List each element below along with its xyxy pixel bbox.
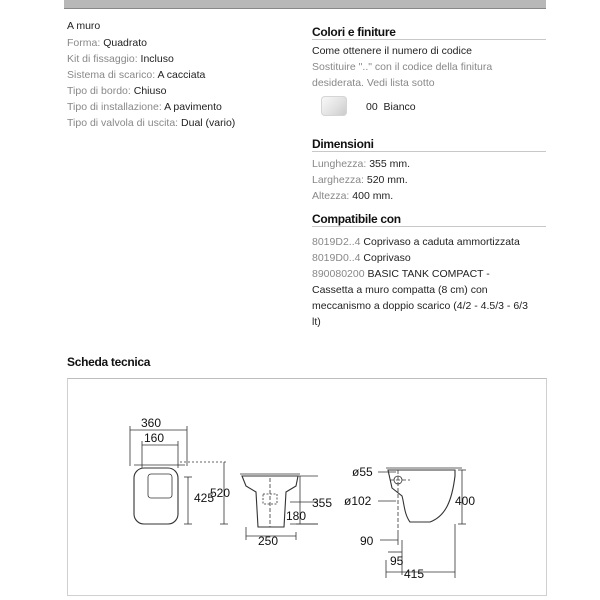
colors-line-2: Sostituire ".." con il codice della finitura — [312, 61, 493, 73]
compatible-item-3-line-2: Cassetta a muro compatta (8 cm) con — [312, 284, 488, 296]
spec-shape: Forma: Quadrato — [67, 37, 147, 49]
compatible-heading: Compatibile con — [312, 212, 401, 226]
dim-400: 400 — [455, 494, 476, 508]
front-view-drawing — [240, 474, 318, 540]
dimensions-heading: Dimensioni — [312, 137, 374, 151]
colors-heading: Colori e finiture — [312, 25, 396, 39]
compatible-item-2[interactable]: 8019D0..4 Coprivaso — [312, 252, 411, 264]
finish-label[interactable]: 00 Bianco — [366, 101, 416, 113]
spec-valve-type: Tipo di valvola di uscita: Dual (vario) — [67, 117, 236, 129]
dim-520: 520 — [210, 486, 231, 500]
spec-mounting: A muro — [67, 20, 101, 32]
dim-160: 160 — [144, 431, 165, 445]
dim-355: 355 — [312, 496, 333, 510]
dim-180: 180 — [286, 509, 307, 523]
dimension-length: Lunghezza: 355 mm. — [312, 158, 411, 170]
compatible-item-3-line-4: lt) — [312, 316, 321, 328]
dim-90: 90 — [360, 534, 374, 548]
colors-line-1: Come ottenere il numero di codice — [312, 45, 472, 57]
dim-d55: ø55 — [352, 465, 373, 479]
dim-415: 415 — [404, 567, 425, 581]
dim-250: 250 — [258, 534, 279, 548]
dim-360: 360 — [141, 416, 162, 430]
colors-line-3: desiderata. Vedi lista sotto — [312, 77, 435, 89]
spec-rim-type: Tipo di bordo: Chiuso — [67, 85, 167, 97]
spec-installation-type: Tipo di installazione: A pavimento — [67, 101, 222, 113]
dim-425: 425 — [194, 491, 215, 505]
technical-sheet-heading: Scheda tecnica — [67, 355, 151, 369]
dimension-width: Larghezza: 520 mm. — [312, 174, 408, 186]
spec-fixing-kit: Kit di fissaggio: Incluso — [67, 53, 174, 65]
compatible-item-3[interactable]: 890080200 BASIC TANK COMPACT - — [312, 268, 490, 280]
compatible-item-3-line-3: meccanismo a doppio scarico (4/2 - 4.5/3 - 6/3 — [312, 300, 528, 312]
spec-flush-system: Sistema di scarico: A cacciata — [67, 69, 206, 81]
dim-95: 95 — [390, 554, 404, 568]
dim-d102: ø102 — [344, 494, 372, 508]
dimension-height: Altezza: 400 mm. — [312, 190, 394, 202]
compatible-item-1[interactable]: 8019D2..4 Coprivaso a caduta ammortizzata — [312, 236, 520, 248]
